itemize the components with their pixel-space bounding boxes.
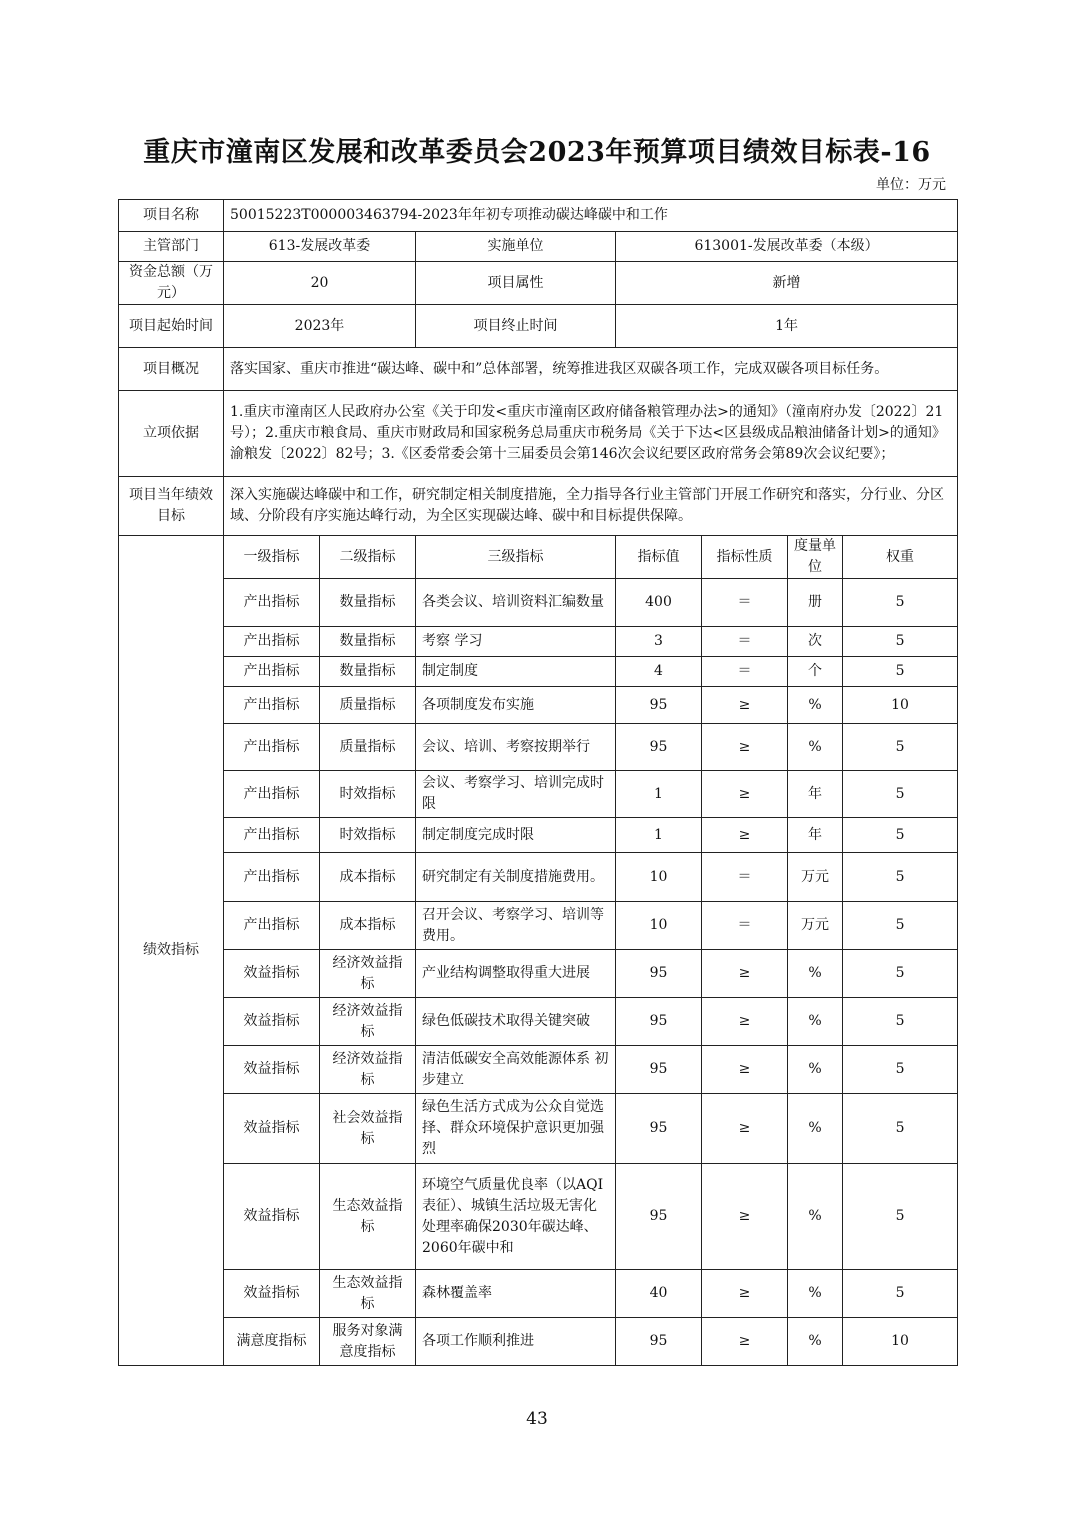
- cell-level2: 生态效益指标: [320, 1270, 416, 1318]
- cell-unit: 万元: [788, 853, 843, 902]
- cell-value: 1: [616, 818, 702, 853]
- cell-level1: 效益指标: [224, 998, 320, 1046]
- cell-level3: 各项工作顺利推进: [416, 1318, 616, 1366]
- goal-label: 项目当年绩效目标: [119, 477, 224, 536]
- table-row: [119, 724, 958, 771]
- table-row: [119, 853, 958, 902]
- impl-label: 实施单位: [416, 232, 616, 262]
- cell-unit: %: [788, 1318, 843, 1366]
- cell-level2: 数量指标: [320, 627, 416, 657]
- cell-weight: 5: [843, 657, 958, 687]
- cell-weight: 5: [843, 1164, 958, 1270]
- cell-value: 95: [616, 1046, 702, 1094]
- cell-weight: 5: [843, 724, 958, 771]
- unit-label: 单位：万元: [876, 177, 946, 193]
- cell-level3: 各类会议、培训资料汇编数量: [416, 579, 616, 627]
- end-label: 项目终止时间: [416, 305, 616, 348]
- cell-unit: 册: [788, 579, 843, 627]
- cell-level3: 会议、培训、考察按期举行: [416, 724, 616, 771]
- table-row: [119, 1094, 958, 1164]
- cell-level3: 绿色低碳技术取得关键突破: [416, 998, 616, 1046]
- cell-level2: 成本指标: [320, 853, 416, 902]
- cell-unit: 个: [788, 657, 843, 687]
- attr-label: 项目属性: [416, 262, 616, 305]
- cell-nature: ≥: [702, 950, 788, 998]
- cell-level3: 产业结构调整取得重大进展: [416, 950, 616, 998]
- overview-label: 项目概况: [119, 348, 224, 391]
- cell-value: 95: [616, 998, 702, 1046]
- cell-weight: 10: [843, 1318, 958, 1366]
- table-row: [119, 1318, 958, 1366]
- perf-indicators-label: 绩效指标: [119, 536, 224, 1366]
- header-unit: 度量单位: [788, 536, 843, 579]
- table-row: [119, 950, 958, 998]
- dept-label: 主管部门: [119, 232, 224, 262]
- cell-value: 10: [616, 902, 702, 950]
- cell-level3: 考察 学习: [416, 627, 616, 657]
- cell-level3: 环境空气质量优良率（以AQI 表征）、城镇生活垃圾无害化处理率确保2030年碳达峰、2060年碳中和: [416, 1164, 616, 1270]
- cell-level3: 清洁低碳安全高效能源体系 初步建立: [416, 1046, 616, 1094]
- cell-value: 95: [616, 724, 702, 771]
- attr-value: 新增: [616, 262, 958, 305]
- cell-level1: 产出指标: [224, 724, 320, 771]
- cell-weight: 5: [843, 902, 958, 950]
- cell-unit: %: [788, 724, 843, 771]
- cell-level2: 时效指标: [320, 818, 416, 853]
- header-level2: 二级指标: [320, 536, 416, 579]
- basis-value: 1.重庆市潼南区人民政府办公室《关于印发<重庆市潼南区政府储备粮管理办法>的通知》（潼南府办发〔2022〕21号）；2.重庆市粮食局、重庆市财政局和国家税务总局重庆市税务局《关于下达<区县级成品粮油储备计划>的通知》渝粮发〔2022〕82号；3.《区委常委会第十三届委员会第146次会议纪要区政府常务会第89次会议纪要》；: [224, 391, 958, 477]
- cell-unit: %: [788, 1164, 843, 1270]
- cell-value: 10: [616, 853, 702, 902]
- cell-level2: 成本指标: [320, 902, 416, 950]
- cell-nature: ＝: [702, 902, 788, 950]
- cell-nature: ≥: [702, 1270, 788, 1318]
- table-row: [119, 657, 958, 687]
- cell-value: 95: [616, 1164, 702, 1270]
- cell-level3: 会议、考察学习、培训完成时限: [416, 771, 616, 818]
- cell-nature: ≥: [702, 1046, 788, 1094]
- cell-level1: 产出指标: [224, 627, 320, 657]
- cell-value: 95: [616, 1094, 702, 1164]
- cell-weight: 5: [843, 771, 958, 818]
- cell-level1: 效益指标: [224, 1270, 320, 1318]
- cell-nature: ≥: [702, 771, 788, 818]
- start-value: 2023年: [224, 305, 416, 348]
- cell-nature: ≥: [702, 1318, 788, 1366]
- project-name-label: 项目名称: [119, 200, 224, 232]
- header-value: 指标值: [616, 536, 702, 579]
- table-row: [119, 1270, 958, 1318]
- cell-nature: ＝: [702, 627, 788, 657]
- cell-level1: 效益指标: [224, 1164, 320, 1270]
- table-row: [119, 1164, 958, 1270]
- dept-value: 613-发展改革委: [224, 232, 416, 262]
- cell-nature: ≥: [702, 724, 788, 771]
- header-nature: 指标性质: [702, 536, 788, 579]
- cell-level3: 研究制定有关制度措施费用。: [416, 853, 616, 902]
- cell-level3: 制定制度: [416, 657, 616, 687]
- basis-label: 立项依据: [119, 391, 224, 477]
- fund-value: 20: [224, 262, 416, 305]
- cell-nature: ＝: [702, 853, 788, 902]
- impl-value: 613001-发展改革委（本级）: [616, 232, 958, 262]
- cell-level1: 效益指标: [224, 1046, 320, 1094]
- cell-value: 95: [616, 950, 702, 998]
- cell-level1: 满意度指标: [224, 1318, 320, 1366]
- cell-level2: 数量指标: [320, 657, 416, 687]
- cell-level2: 时效指标: [320, 771, 416, 818]
- table-row: [119, 818, 958, 853]
- cell-nature: ≥: [702, 998, 788, 1046]
- page-number: 43: [526, 1409, 548, 1429]
- cell-level1: 产出指标: [224, 579, 320, 627]
- cell-nature: ≥: [702, 687, 788, 724]
- performance-table: [118, 199, 958, 1366]
- cell-value: 95: [616, 687, 702, 724]
- cell-weight: 5: [843, 950, 958, 998]
- cell-value: 3: [616, 627, 702, 657]
- cell-unit: 年: [788, 818, 843, 853]
- fund-label: 资金总额（万元）: [119, 262, 224, 305]
- cell-nature: ＝: [702, 579, 788, 627]
- table-row: [119, 627, 958, 657]
- cell-level1: 产出指标: [224, 853, 320, 902]
- cell-weight: 5: [843, 818, 958, 853]
- cell-weight: 5: [843, 627, 958, 657]
- cell-value: 40: [616, 1270, 702, 1318]
- cell-level1: 产出指标: [224, 687, 320, 724]
- cell-value: 95: [616, 1318, 702, 1366]
- cell-weight: 5: [843, 998, 958, 1046]
- cell-level2: 社会效益指标: [320, 1094, 416, 1164]
- cell-level2: 经济效益指标: [320, 998, 416, 1046]
- header-weight: 权重: [843, 536, 958, 579]
- cell-level1: 产出指标: [224, 657, 320, 687]
- cell-nature: ≥: [702, 1094, 788, 1164]
- cell-level2: 经济效益指标: [320, 950, 416, 998]
- cell-level1: 产出指标: [224, 771, 320, 818]
- cell-level3: 制定制度完成时限: [416, 818, 616, 853]
- cell-unit: %: [788, 950, 843, 998]
- project-name-value: 50015223T000003463794-2023年年初专项推动碳达峰碳中和工作: [224, 200, 958, 232]
- cell-level2: 生态效益指标: [320, 1164, 416, 1270]
- cell-unit: %: [788, 1094, 843, 1164]
- cell-value: 4: [616, 657, 702, 687]
- cell-weight: 5: [843, 579, 958, 627]
- cell-level2: 质量指标: [320, 687, 416, 724]
- cell-unit: %: [788, 1046, 843, 1094]
- table-row: [119, 902, 958, 950]
- table-row: [119, 579, 958, 627]
- cell-level1: 效益指标: [224, 950, 320, 998]
- cell-level1: 产出指标: [224, 818, 320, 853]
- cell-weight: 10: [843, 687, 958, 724]
- goal-value: 深入实施碳达峰碳中和工作，研究制定相关制度措施，全力指导各行业主管部门开展工作研究和落实，分行业、分区域、分阶段有序实施达峰行动，为全区实现碳达峰、碳中和目标提供保障。: [224, 477, 958, 536]
- cell-nature: ≥: [702, 1164, 788, 1270]
- cell-nature: ＝: [702, 657, 788, 687]
- cell-level2: 质量指标: [320, 724, 416, 771]
- table-row: [119, 687, 958, 724]
- table-row: [119, 998, 958, 1046]
- cell-unit: 万元: [788, 902, 843, 950]
- cell-unit: %: [788, 687, 843, 724]
- table-row: [119, 1046, 958, 1094]
- cell-weight: 5: [843, 1270, 958, 1318]
- cell-level2: 经济效益指标: [320, 1046, 416, 1094]
- cell-weight: 5: [843, 853, 958, 902]
- cell-weight: 5: [843, 1094, 958, 1164]
- cell-value: 1: [616, 771, 702, 818]
- cell-level3: 森林覆盖率: [416, 1270, 616, 1318]
- cell-nature: ≥: [702, 818, 788, 853]
- cell-unit: %: [788, 998, 843, 1046]
- cell-level2: 服务对象满意度指标: [320, 1318, 416, 1366]
- end-value: 1年: [616, 305, 958, 348]
- cell-level1: 产出指标: [224, 902, 320, 950]
- table-row: [119, 771, 958, 818]
- cell-level3: 各项制度发布实施: [416, 687, 616, 724]
- page-title: 重庆市潼南区发展和改革委员会2023年预算项目绩效目标表-16: [143, 137, 931, 168]
- cell-level1: 效益指标: [224, 1094, 320, 1164]
- cell-level3: 绿色生活方式成为公众自觉选择、群众环境保护意识更加强烈: [416, 1094, 616, 1164]
- cell-weight: 5: [843, 1046, 958, 1094]
- header-level1: 一级指标: [224, 536, 320, 579]
- cell-unit: 次: [788, 627, 843, 657]
- overview-value: 落实国家、重庆市推进“碳达峰、碳中和”总体部署，统筹推进我区双碳各项工作，完成双碳各项目标任务。: [224, 348, 958, 391]
- start-label: 项目起始时间: [119, 305, 224, 348]
- cell-level3: 召开会议、考察学习、培训等费用。: [416, 902, 616, 950]
- cell-unit: 年: [788, 771, 843, 818]
- cell-level2: 数量指标: [320, 579, 416, 627]
- cell-unit: %: [788, 1270, 843, 1318]
- header-level3: 三级指标: [416, 536, 616, 579]
- cell-value: 400: [616, 579, 702, 627]
